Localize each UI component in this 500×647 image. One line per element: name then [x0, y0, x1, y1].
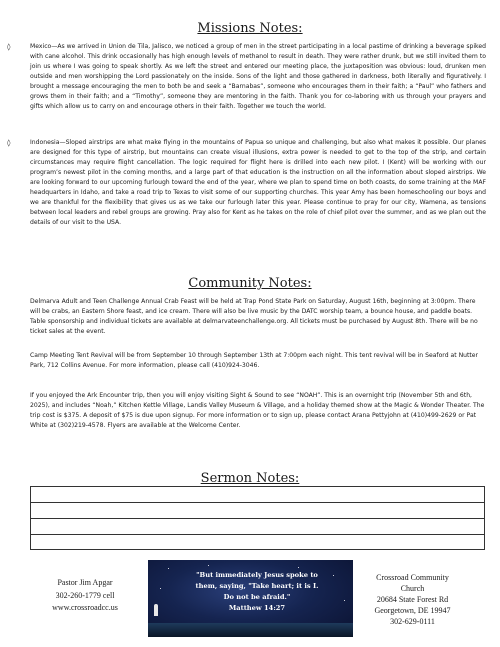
- verse-text: [172, 570, 342, 614]
- notes-line: [31, 518, 484, 519]
- church-phone: 302-629-0111: [390, 617, 435, 626]
- church-contact: [350, 572, 475, 627]
- star: [298, 567, 299, 568]
- pastor-cell: 302-260-1779 cell: [55, 590, 115, 600]
- tent-revival-note: Camp Meeting Tent Revival will be from September 10 through September 13th at 7:00pm each night. This tent revival will be in Seaford at Nutter Park, 712 Collins Avenue. For more information, please call (410)924-3046.: [30, 352, 479, 369]
- missions-heading: Missions Notes:: [197, 21, 303, 36]
- figure-silhouette: [154, 604, 158, 616]
- crab-feast-note: Delmarva Adult and Teen Challenge Annual Crab Feast will be held at Trap Pond State Park on Saturday, August 16th, beginning at 3:00pm. There will be crabs, an Eastern Shore feast, and ice cream. There will also be live music by the DATC worship team, a bounce house, and paddle boats. Table sponsorship and individual tickets are available at delmarvateenchallenge.org. All tickets must be purchased by August 8th. There will be no ticket sales at the event.: [30, 298, 478, 335]
- verse-line: them, saying, "Take heart; it is I.: [195, 582, 319, 590]
- community-heading: Community Notes:: [188, 276, 312, 291]
- pastor-name: Pastor Jim Apgar: [57, 578, 113, 587]
- verse-line: "But immediately Jesus spoke to: [196, 571, 318, 579]
- pastor-contact: [30, 577, 140, 615]
- sermon-heading: Sermon Notes:: [200, 471, 300, 486]
- sea-waves: [148, 623, 353, 637]
- star: [160, 588, 161, 589]
- star: [168, 568, 169, 569]
- verse-line: Do not be afraid.": [223, 593, 291, 601]
- verse-image: [148, 560, 353, 637]
- church-website: www.crossroadcc.us: [52, 603, 118, 612]
- church-city: Georgetown, DE 19947: [374, 606, 451, 615]
- star: [208, 565, 209, 566]
- mexico-mission-note: Mexico—As we arrived in Union de Tila, Jalisco, we noticed a group of men in the street participating in a local pastime of drinking a beverage spiked with cane alcohol. This drink occasionally has high enough levels of methanol to result in death. They were rather drunk, but we still invited them to join us where I was going to speak shortly. As we left the street and entered our meeting place, the juxtaposition was obvious: loud, drunken men outside and men worshipping the Lord passionately on the inside. Sons of the light and those gathered in darkness, both literally and figuratively. I brought a message encouraging the men to both be and seek a “Barnabas”, someone who encourages them in their faith; a “Paul” who fathers and grows them in their faith; and a “Timothy”, someone they are mentoring in the faith. Thank you for co-laboring with us through your prayers and gifts which allow us to carry on and encourage others in their faith. Together we touch the world.: [30, 43, 486, 110]
- notes-line: [31, 534, 484, 535]
- sermon-notes-box[interactable]: [30, 486, 485, 550]
- indonesia-mission-note: Indonesia—Sloped airstrips are what make flying in the mountains of Papua so unique and challenging, but also what makes it possible. Our planes are designed for this type of airstrip, but mountains can create visual illusions, extra power is needed to get to the top of the strip, and certain circumstances may require flight cancellation. The logic required for flight here is drilled into each new pilot. I (Kent) will be working with our program’s newest pilot in the coming months, and a large part of that education is the instruction on all the information about sloped airstrips. We are looking forward to our upcoming furlough toward the end of the year, where we plan to spend time on both coasts, do some training at the MAF headquarters in Idaho, and take a road trip to Texas to visit some of our supporting churches. This year Amy has been homeschooling our boys and we are thankful for the flexibility that gives us as we take our furlough later this year. Please continue to pray for our city, Wamena, as tensions between local leaders and rebel groups are growing. Pray also for Kent as he takes on the role of chief pilot over the summer, and as we plan out the details of our visit to the USA.: [30, 139, 486, 226]
- church-name-line1: Crossroad Community: [376, 573, 449, 582]
- noah-trip-note: If you enjoyed the Ark Encounter trip, then you will enjoy visiting Sight & Sound to see “NOAH”. This is an overnight trip (November 5th and 6th, 2025), and includes “Noah,” Kitchen Kettle Village, Landis Valley Museum & Village, and a holiday themed show at the Magic & Wonder Theater. The trip cost is $375. A deposit of $75 is due upon signup. For more information or to sign up, please contact Arana Pettyjohn at (410)499-2629 or Pat White at (302)219-4578. Flyers are available at the Welcome Center.: [30, 392, 485, 429]
- indonesia-bullet-icon: ◊: [7, 139, 11, 147]
- notes-line: [31, 502, 484, 503]
- star: [344, 600, 345, 601]
- verse-reference: Matthew 14:27: [228, 604, 286, 612]
- church-name-line2: Church: [400, 584, 425, 593]
- mexico-bullet-icon: ◊: [7, 43, 11, 51]
- church-street: 20684 State Forest Rd: [376, 595, 449, 604]
